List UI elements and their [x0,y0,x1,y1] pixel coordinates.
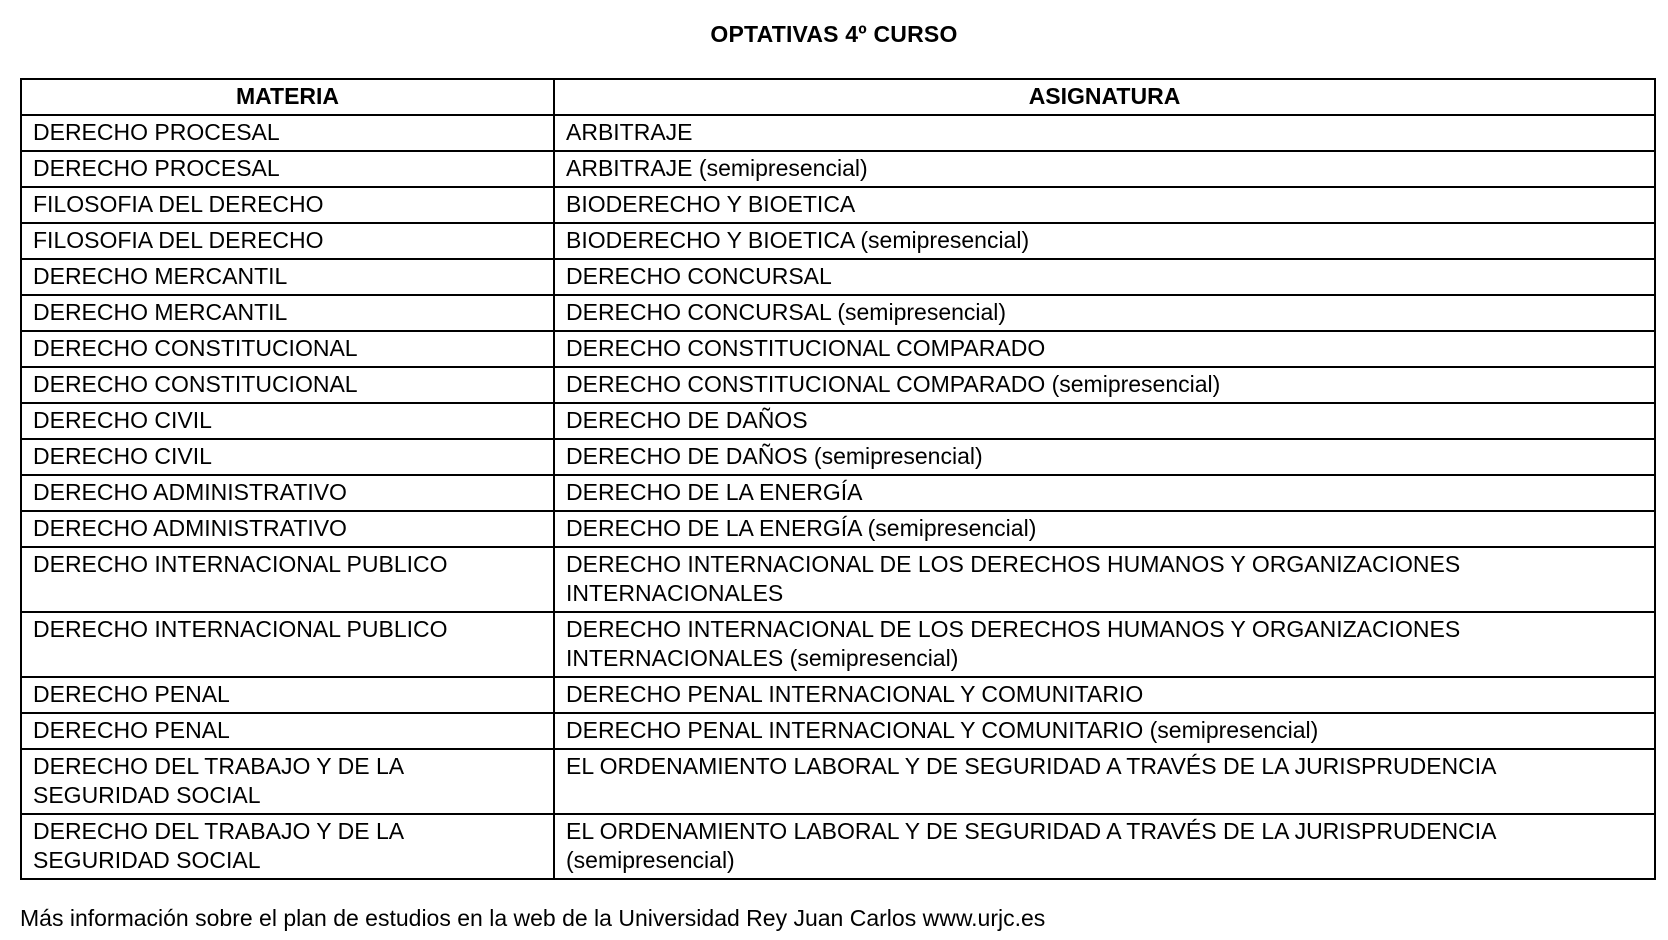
electives-table [20,78,1656,880]
materia-cell: DERECHO CONSTITUCIONAL [21,367,554,403]
page-title: OPTATIVAS 4º CURSO [710,21,958,47]
asignatura-cell: DERECHO DE LA ENERGÍA [554,475,1655,511]
asignatura-cell: DERECHO CONCURSAL [554,259,1655,295]
table-row [21,439,1655,475]
asignatura-cell: DERECHO DE DAÑOS (semipresencial) [554,439,1655,475]
asignatura-cell: DERECHO CONCURSAL (semipresencial) [554,295,1655,331]
asignatura-cell: DERECHO PENAL INTERNACIONAL Y COMUNITARIO [554,677,1655,713]
asignatura-cell: BIODERECHO Y BIOETICA [554,187,1655,223]
materia-cell: DERECHO PROCESAL [21,115,554,151]
table-row [21,749,1655,814]
materia-cell: DERECHO DEL TRABAJO Y DE LA SEGURIDAD SOCIAL [21,814,554,879]
table-row [21,814,1655,879]
header-asignatura: ASIGNATURA [554,79,1655,115]
materia-cell: DERECHO PROCESAL [21,151,554,187]
materia-cell: FILOSOFIA DEL DERECHO [21,223,554,259]
asignatura-cell: ARBITRAJE (semipresencial) [554,151,1655,187]
materia-cell: DERECHO CIVIL [21,439,554,475]
asignatura-cell: EL ORDENAMIENTO LABORAL Y DE SEGURIDAD A TRAVÉS DE LA JURISPRUDENCIA [554,749,1655,814]
materia-cell: DERECHO ADMINISTRATIVO [21,511,554,547]
table-row [21,713,1655,749]
header-materia: MATERIA [21,79,554,115]
materia-cell: DERECHO PENAL [21,677,554,713]
asignatura-cell: DERECHO PENAL INTERNACIONAL Y COMUNITARIO (semipresencial) [554,713,1655,749]
table-row [21,511,1655,547]
materia-cell: DERECHO INTERNACIONAL PUBLICO [21,612,554,677]
materia-cell: FILOSOFIA DEL DERECHO [21,187,554,223]
table-row [21,475,1655,511]
asignatura-cell: DERECHO DE DAÑOS [554,403,1655,439]
materia-cell: DERECHO MERCANTIL [21,259,554,295]
footer-note: Más información sobre el plan de estudios en la web de la Universidad Rey Juan Carlos www.urjc.es [20,905,1046,931]
materia-cell: DERECHO MERCANTIL [21,295,554,331]
materia-cell: DERECHO ADMINISTRATIVO [21,475,554,511]
table-row [21,331,1655,367]
table-row [21,547,1655,612]
asignatura-cell: DERECHO CONSTITUCIONAL COMPARADO [554,331,1655,367]
table-row [21,612,1655,677]
table-row [21,403,1655,439]
materia-cell: DERECHO INTERNACIONAL PUBLICO [21,547,554,612]
asignatura-cell: DERECHO INTERNACIONAL DE LOS DERECHOS HUMANOS Y ORGANIZACIONES INTERNACIONALES (semipresencial) [554,612,1655,677]
asignatura-cell: DERECHO INTERNACIONAL DE LOS DERECHOS HUMANOS Y ORGANIZACIONES INTERNACIONALES [554,547,1655,612]
asignatura-cell: ARBITRAJE [554,115,1655,151]
table-row [21,677,1655,713]
materia-cell: DERECHO CONSTITUCIONAL [21,331,554,367]
table-header-row [21,79,1655,115]
asignatura-cell: EL ORDENAMIENTO LABORAL Y DE SEGURIDAD A TRAVÉS DE LA JURISPRUDENCIA (semipresencial) [554,814,1655,879]
table-row [21,187,1655,223]
table-row [21,259,1655,295]
table-row [21,295,1655,331]
table-row [21,151,1655,187]
table-row [21,223,1655,259]
asignatura-cell: DERECHO CONSTITUCIONAL COMPARADO (semipresencial) [554,367,1655,403]
table-row [21,367,1655,403]
materia-cell: DERECHO DEL TRABAJO Y DE LA SEGURIDAD SOCIAL [21,749,554,814]
table-row [21,115,1655,151]
materia-cell: DERECHO CIVIL [21,403,554,439]
materia-cell: DERECHO PENAL [21,713,554,749]
asignatura-cell: BIODERECHO Y BIOETICA (semipresencial) [554,223,1655,259]
asignatura-cell: DERECHO DE LA ENERGÍA (semipresencial) [554,511,1655,547]
